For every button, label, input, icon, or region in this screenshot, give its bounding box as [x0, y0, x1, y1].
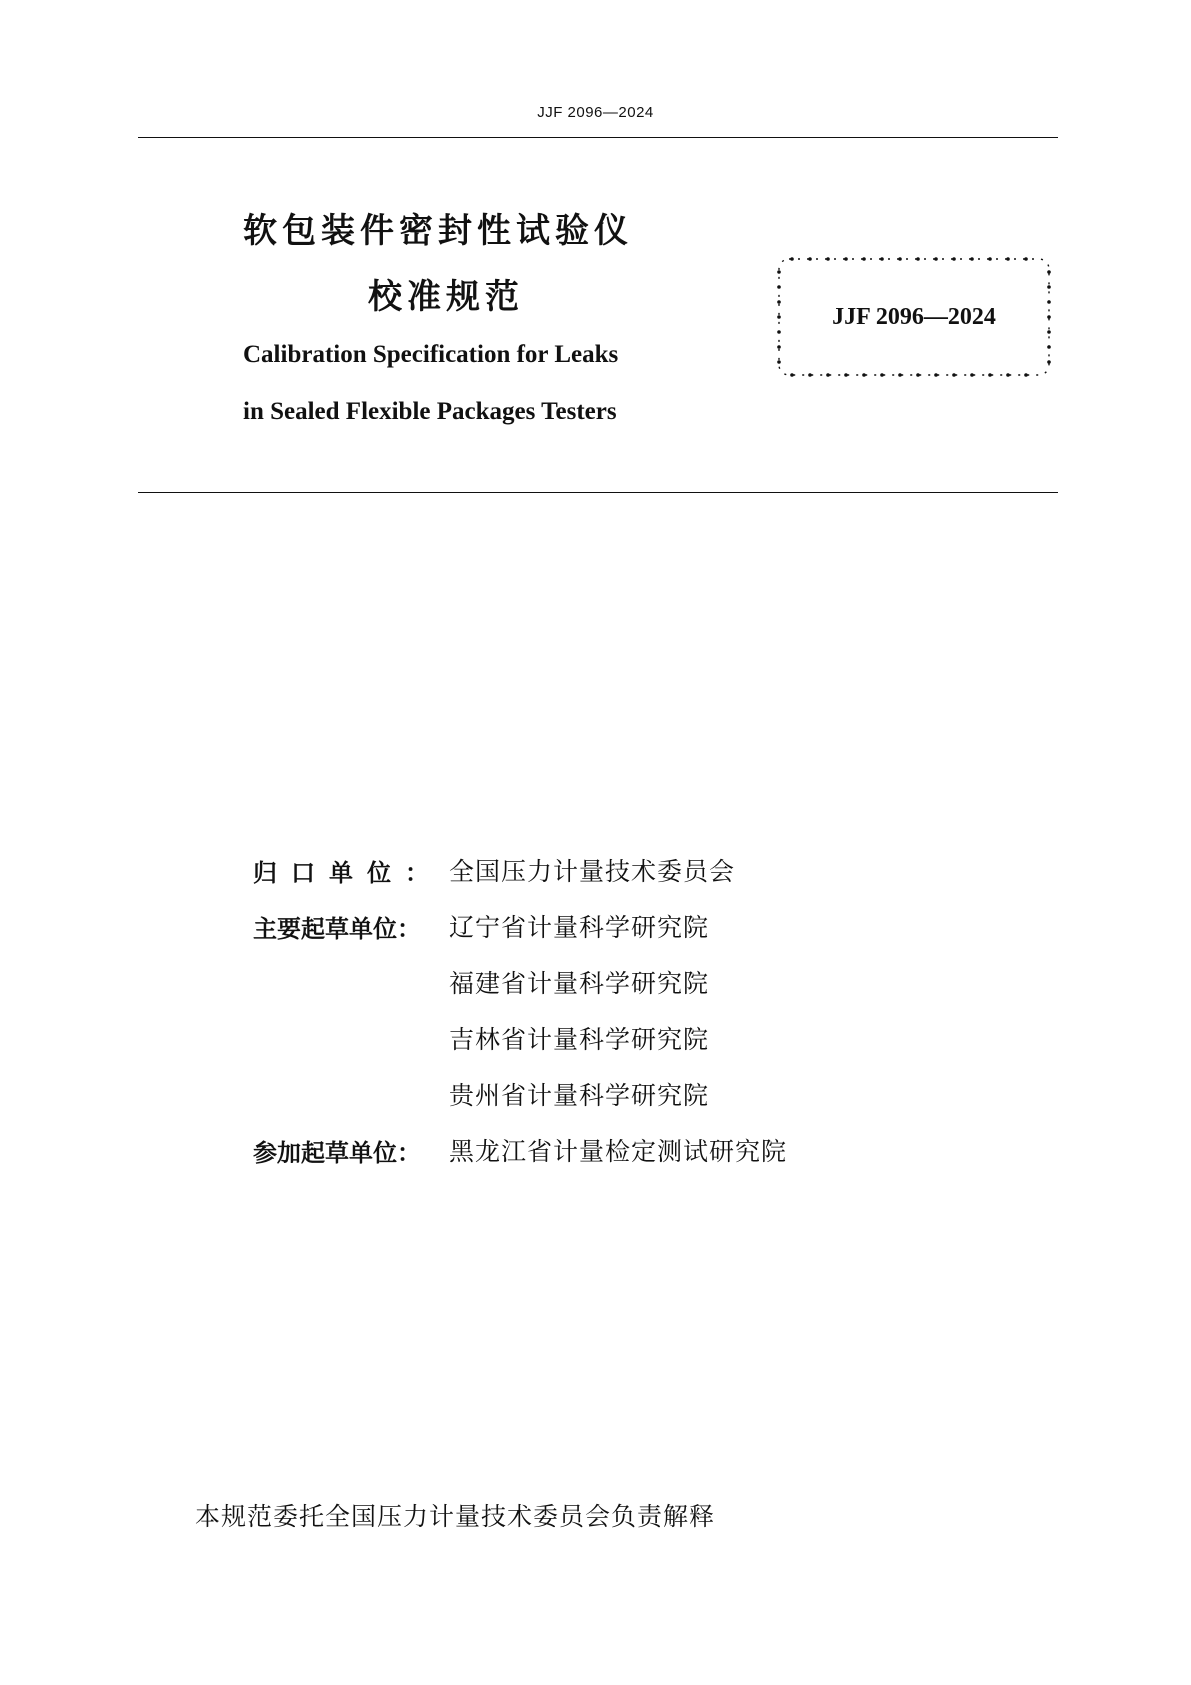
responsible-unit-label: 归口单位： [253, 858, 443, 887]
title-english-line-2: in Sealed Flexible Packages Testers [243, 398, 617, 425]
main-drafting-unit-row [253, 954, 787, 1010]
main-drafting-unit-value: 贵州省计量科学研究院 [449, 1081, 710, 1110]
participating-unit-value: 黑龙江省计量检定测试研究院 [449, 1137, 788, 1166]
participating-unit-row [253, 1122, 787, 1178]
main-drafting-unit-row [253, 1066, 787, 1122]
main-drafting-unit-label: 主要起草单位： [253, 914, 421, 943]
drafting-units-block [253, 842, 787, 1178]
main-drafting-unit-value: 辽宁省计量科学研究院 [449, 913, 710, 942]
main-drafting-unit-row [253, 898, 787, 954]
responsible-unit-row [253, 842, 787, 898]
main-drafting-unit-row [253, 1010, 787, 1066]
specification-code: JJF 2096—2024 [832, 304, 996, 330]
specification-code-box [776, 256, 1052, 378]
responsible-unit-value: 全国压力计量技术委员会 [449, 857, 736, 886]
header-rule [138, 137, 1058, 138]
main-drafting-unit-value: 福建省计量科学研究院 [449, 969, 710, 998]
title-block-rule [138, 492, 1058, 493]
running-header-code: JJF 2096—2024 [537, 104, 654, 121]
participating-unit-label: 参加起草单位： [253, 1138, 421, 1167]
main-drafting-unit-value: 吉林省计量科学研究院 [449, 1025, 710, 1054]
interpretation-note: 本规范委托全国压力计量技术委员会负责解释 [195, 1502, 716, 1531]
title-chinese-line-2: 校准规范 [368, 277, 524, 317]
title-english-line-1: Calibration Specification for Leaks [243, 341, 619, 368]
title-chinese-line-1: 软包装件密封性试验仪 [243, 211, 633, 251]
